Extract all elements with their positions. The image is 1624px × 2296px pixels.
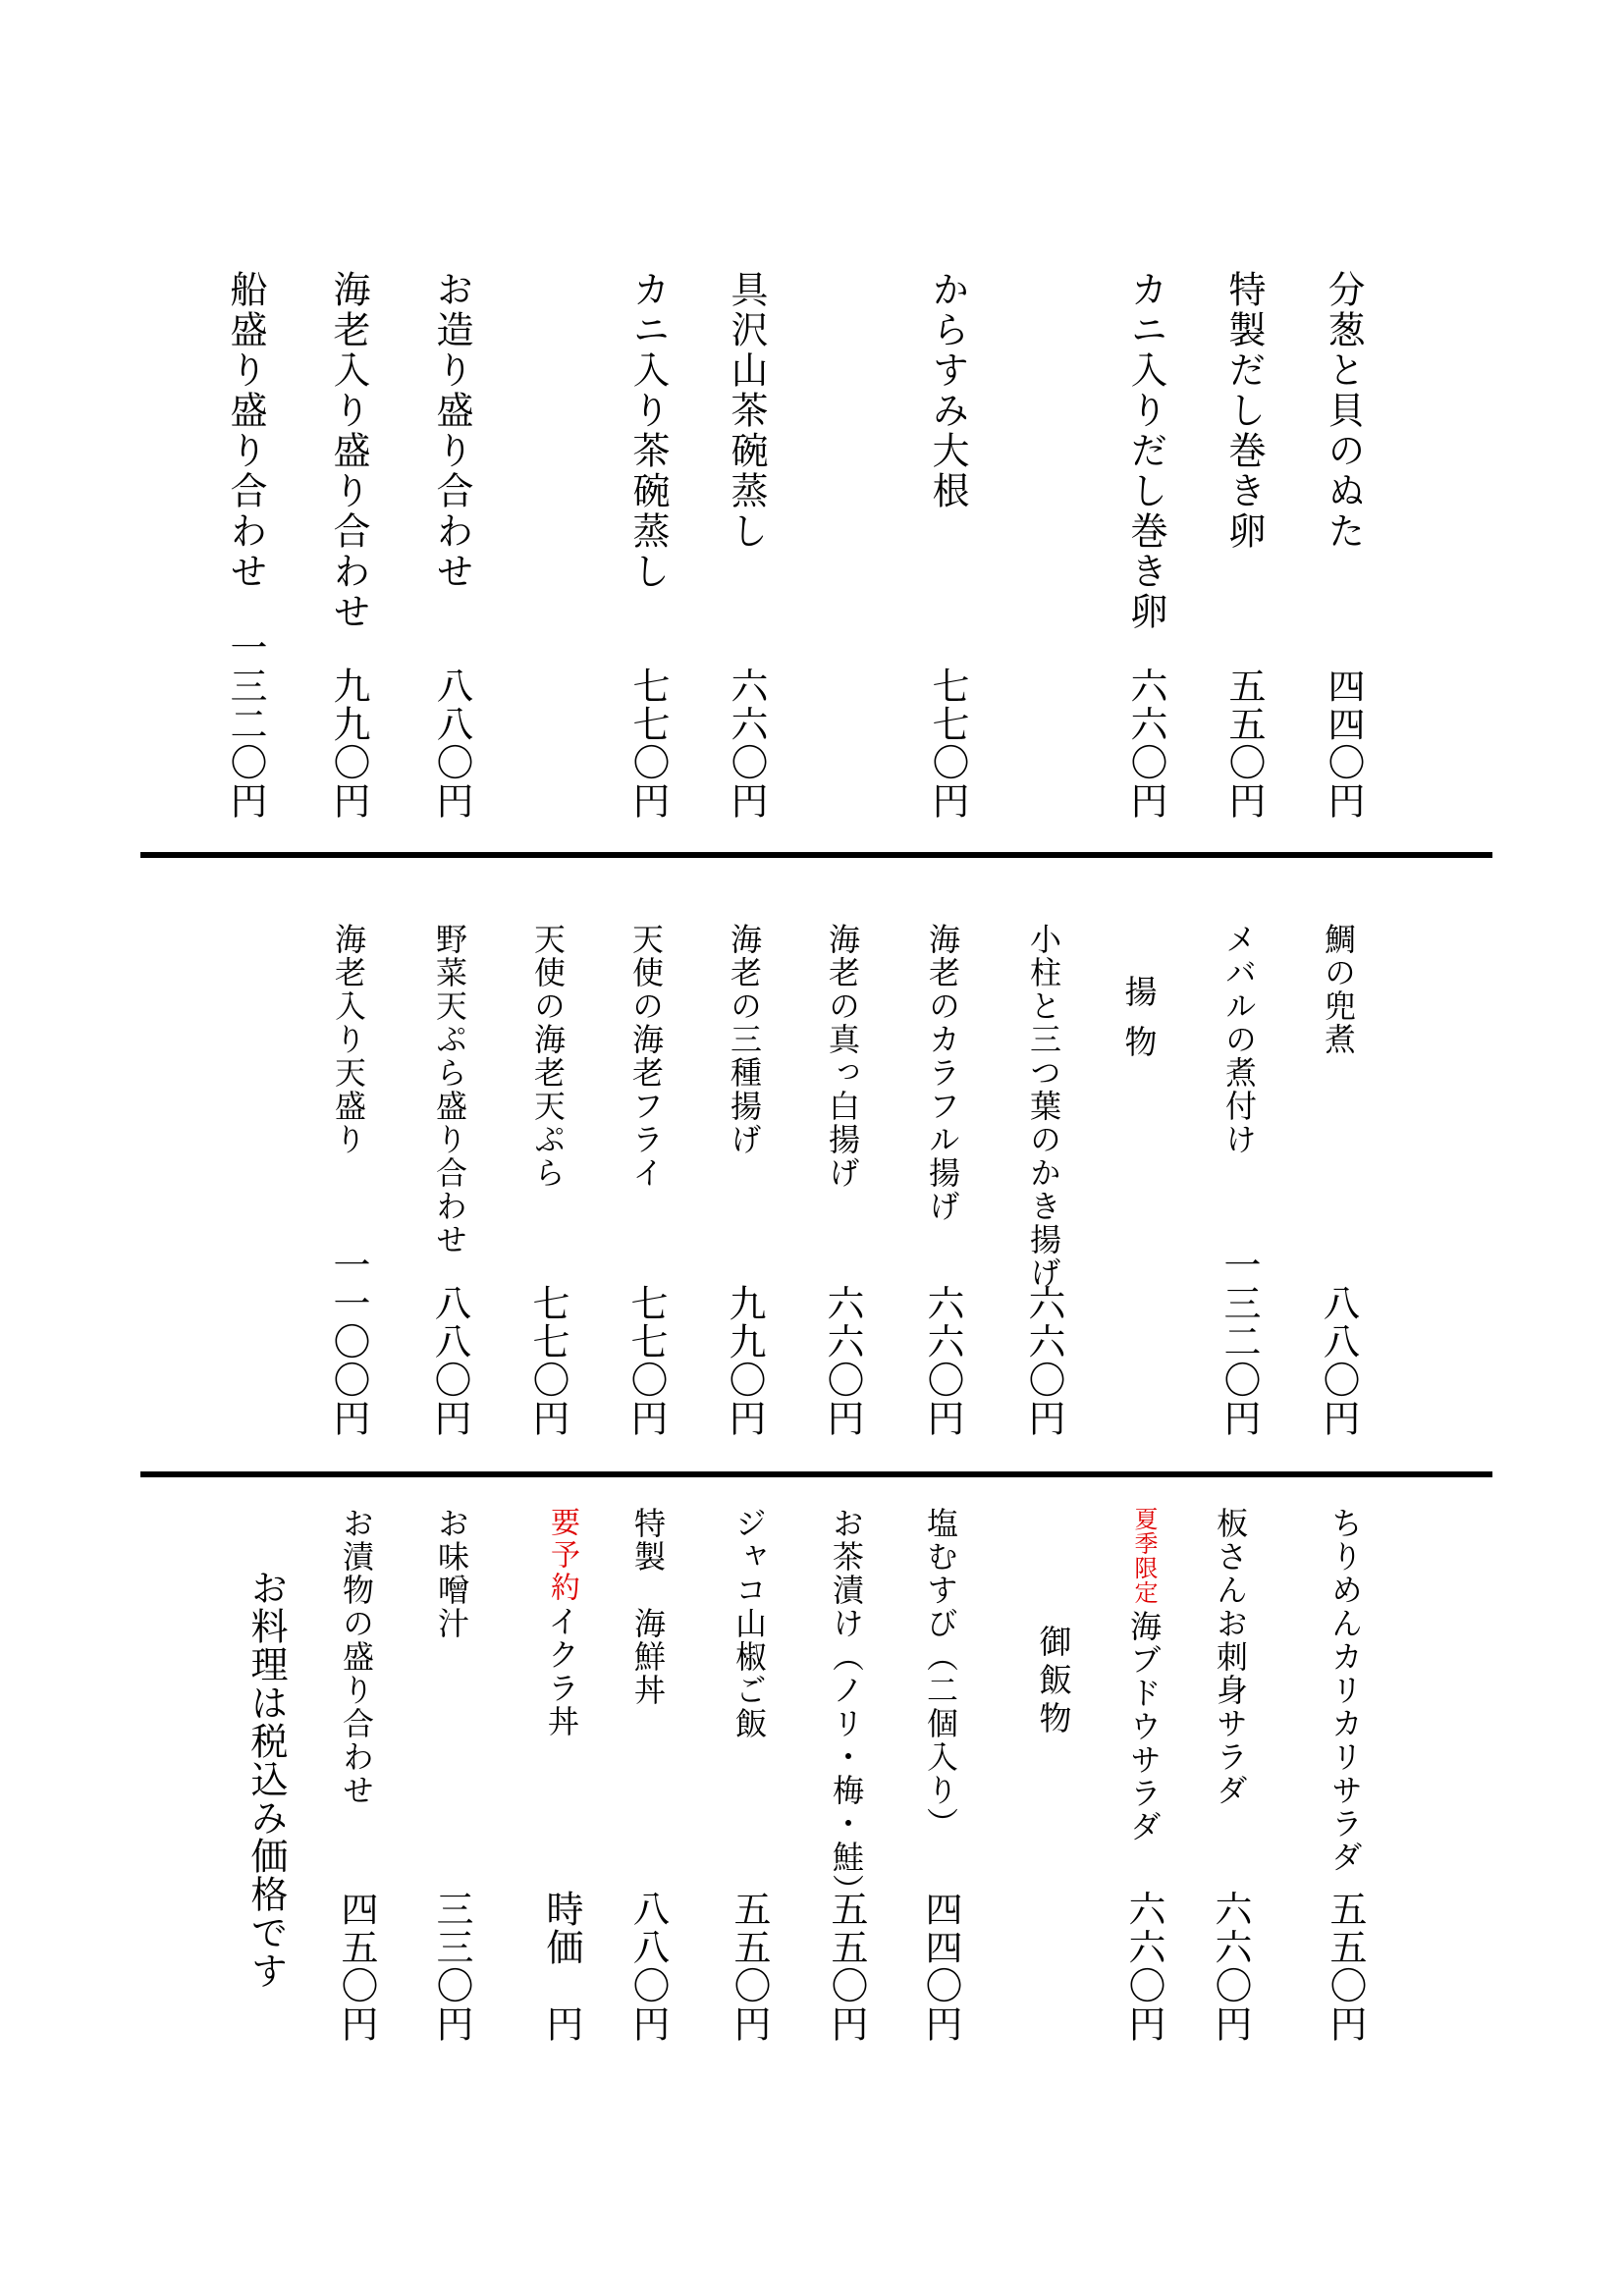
item-price: 一三二〇円 <box>1218 1246 1261 1437</box>
menu-item <box>309 923 388 1437</box>
item-name: カニ入りだし巻き卵 <box>1124 270 1167 632</box>
item-price: 七七〇円 <box>526 1284 569 1437</box>
item-price: 九九〇円 <box>327 667 370 820</box>
item-price: 四五〇円 <box>335 1890 378 2043</box>
item-price: 一一〇〇円 <box>327 1246 370 1437</box>
item-name: 海老の真っ白揚げ <box>824 923 861 1190</box>
item-price: 五五〇円 <box>728 1890 771 2043</box>
item-price: 八八〇円 <box>626 1890 670 2043</box>
item-price: 四四〇円 <box>1322 667 1365 820</box>
item-name: 野菜天ぷら盛り合わせ <box>431 923 468 1256</box>
item-price: 六六〇円 <box>725 667 768 820</box>
item-name: からすみ大根 <box>926 270 969 511</box>
item-price: 六六〇円 <box>1122 1890 1165 2043</box>
item-price: 九九〇円 <box>723 1284 766 1437</box>
seasonal-limited-tag: 夏季限定 <box>1130 1507 1158 1605</box>
menu-item <box>509 923 587 1437</box>
category-label: 御飯物 <box>1034 1625 1073 1739</box>
menu-item <box>412 1507 491 2043</box>
item-price: 五五〇円 <box>1222 667 1266 820</box>
item-name: 塩むすび（二個入り） <box>922 1507 959 1841</box>
item-name: お造り盛り合わせ <box>430 270 473 592</box>
menu-item <box>1306 1507 1384 2043</box>
item-name: ちりめんカリカリサラダ <box>1326 1507 1364 1874</box>
menu-item <box>206 270 285 820</box>
item-name: メバルの煮付け <box>1220 923 1258 1156</box>
item-name: カニ入り茶碗蒸し <box>626 270 670 592</box>
menu-item <box>1200 923 1278 1437</box>
item-price: 五五〇円 <box>825 1890 868 2043</box>
menu-item <box>607 923 685 1437</box>
category-header <box>1014 1507 1093 2043</box>
item-name: 小柱と三つ葉のかき揚げ <box>1025 923 1062 1290</box>
item-price: 八八〇円 <box>428 1284 471 1437</box>
item-name: 特製 海鮮丼 <box>629 1507 667 1707</box>
item-price: 七七〇円 <box>624 1284 668 1437</box>
item-price: 八八〇円 <box>1317 1284 1360 1437</box>
item-price: 六六〇円 <box>921 1284 964 1437</box>
item-name: 海老入り天盛り <box>330 923 367 1156</box>
menu-item <box>705 923 784 1437</box>
item-name: お漬物の盛り合わせ <box>338 1507 375 1807</box>
menu-item <box>609 1507 687 2043</box>
menu-item <box>901 1507 980 2043</box>
item-name: 板さんお刺身サラダ <box>1212 1507 1249 1807</box>
item-price: 四四〇円 <box>919 1890 962 2043</box>
item-name: 特製だし巻き卵 <box>1222 270 1266 552</box>
menu-item <box>522 1507 601 2043</box>
menu-item <box>803 923 882 1437</box>
item-name: 海老の三種揚げ <box>726 923 763 1156</box>
item-name: 天使の海老フライ <box>627 923 665 1190</box>
item-name: 海ブドウサラダ <box>1125 1610 1163 1843</box>
separator-line <box>140 1471 1492 1477</box>
menu-item <box>1205 270 1283 820</box>
item-name: 海老のカラフル揚げ <box>924 923 961 1223</box>
menu-item <box>412 270 491 820</box>
menu-item <box>609 270 687 820</box>
menu-item <box>1105 1507 1183 2043</box>
category-header <box>1100 923 1178 1437</box>
menu-item <box>707 270 785 820</box>
reservation-required-tag: 要予約 <box>545 1507 579 1604</box>
menu-item <box>1107 270 1185 820</box>
menu-item <box>317 1507 396 2043</box>
item-name: お茶漬け（ノリ・梅・鮭） <box>828 1507 865 1907</box>
menu-item <box>1299 923 1378 1437</box>
item-price: 一三二〇円 <box>224 628 267 820</box>
item-name: 鯛の兜煮 <box>1320 923 1357 1056</box>
menu-item <box>908 270 987 820</box>
menu-item <box>309 270 388 820</box>
item-name: ジャコ山椒ご飯 <box>731 1507 768 1740</box>
item-name: 分葱と貝のぬた <box>1322 270 1365 552</box>
item-price: 八八〇円 <box>430 667 473 820</box>
item-price: 六六〇円 <box>1209 1890 1252 2043</box>
item-price: 七七〇円 <box>626 667 670 820</box>
tax-note-text: お料理は税込み価格です <box>244 1569 286 1990</box>
menu-item <box>1004 923 1083 1437</box>
item-price: 三三〇円 <box>430 1890 473 2043</box>
item-price: 六六〇円 <box>821 1284 864 1437</box>
menu-item <box>1304 270 1382 820</box>
item-name: イクラ丼 <box>543 1605 580 1738</box>
item-name: 船盛り盛り合わせ <box>224 270 267 592</box>
item-price: 六六〇円 <box>1022 1284 1065 1437</box>
category-label: 揚物 <box>1119 975 1159 1075</box>
item-price: 時価 円 <box>540 1890 583 2043</box>
item-price: 六六〇円 <box>1124 667 1167 820</box>
menu-item <box>410 923 489 1437</box>
menu-item <box>710 1507 788 2043</box>
item-name: 海老入り盛り合わせ <box>327 270 370 632</box>
item-price: 七七〇円 <box>926 667 969 820</box>
item-price: 五五〇円 <box>1324 1890 1367 2043</box>
menu-item <box>1191 1507 1270 2043</box>
menu-item <box>903 923 982 1437</box>
item-name: お味噌汁 <box>433 1507 470 1640</box>
item-name: 天使の海老天ぷら <box>529 923 567 1190</box>
separator-line <box>140 852 1492 858</box>
menu-item <box>807 1507 886 2043</box>
item-name: 具沢山茶碗蒸し <box>725 270 768 552</box>
menu-section-simmered-and-fried <box>0 923 1624 1437</box>
menu-section-appetizers <box>0 270 1624 820</box>
